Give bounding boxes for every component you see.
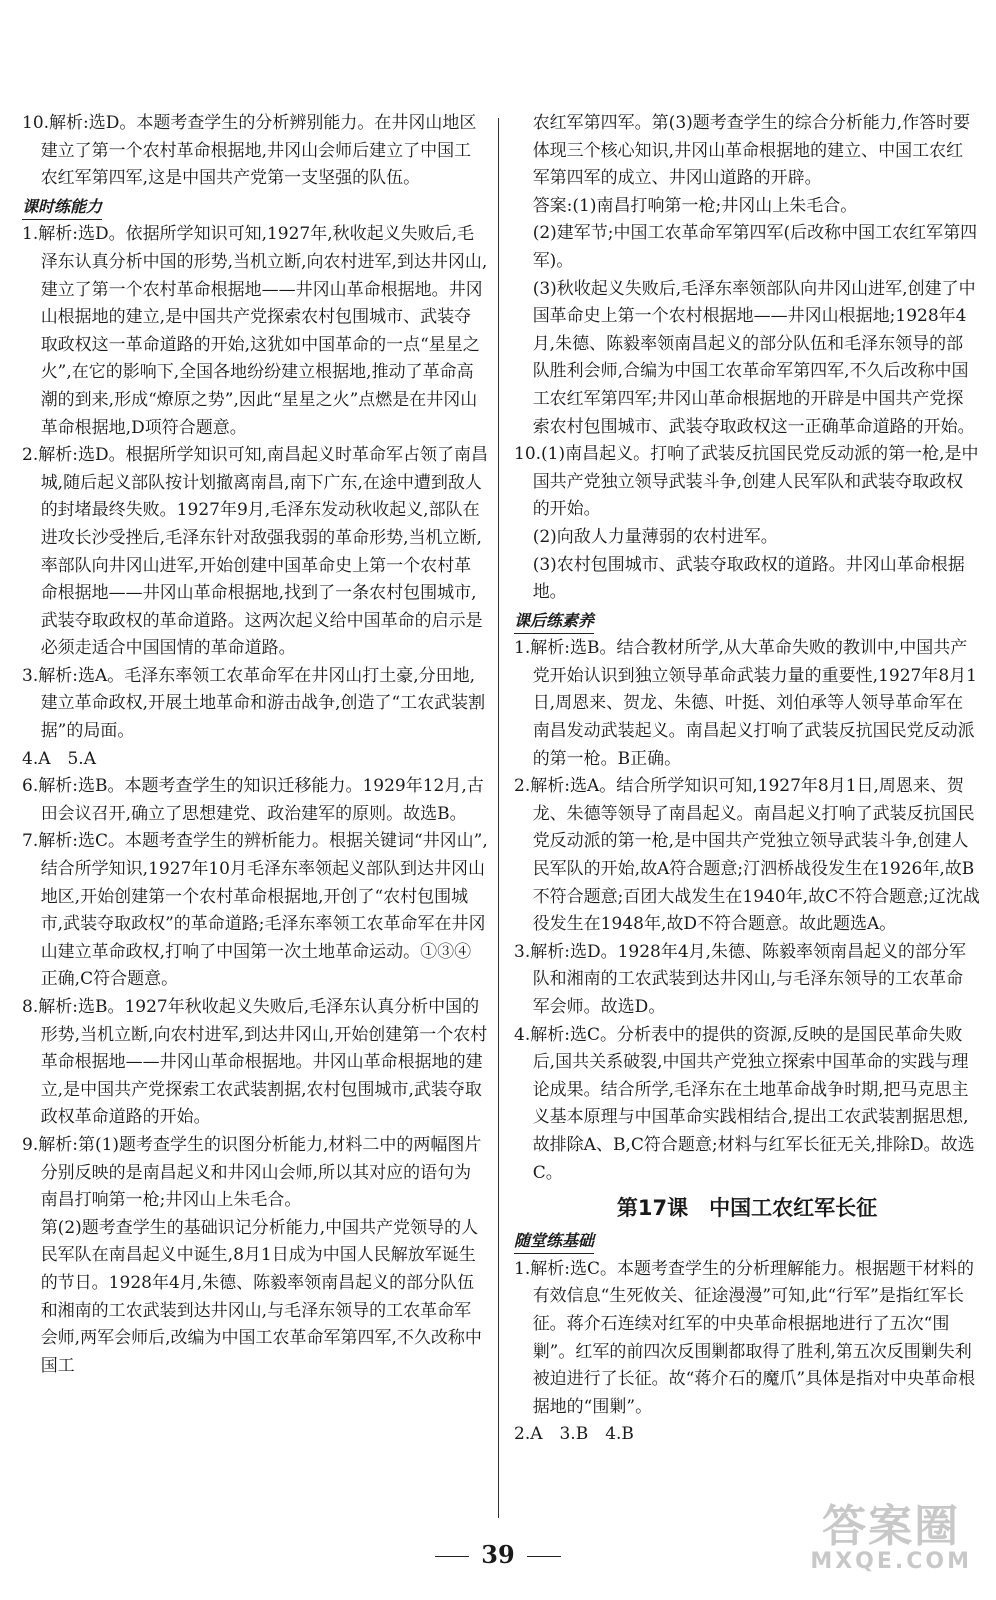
answer-item: 7.解析:选C。本题考查学生的辨析能力。根据关键词“井冈山”,结合所学知识,1927年10月毛泽东率领起义部队到达井冈山地区,开始创建第一个农村革命根据地,开创了“农村包围城市,武装夺取政权”的革命道路;毛泽东率领工农革命军在井冈山建立革命政权,打响了中国第一次土地革命运动。①③④正确,C符合题意。 <box>22 831 488 990</box>
answer-paragraph: (2)向敌人力量薄弱的农村进军。 <box>532 526 778 547</box>
answer-item: 2.A 3.B 4.B <box>514 1424 634 1445</box>
answer-item: 1.解析:选B。结合教材所学,从大革命失败的教训中,中国共产党开始认识到独立领导革命武装力量的重要性,1927年8月1日,周恩来、贺龙、朱德、叶挺、刘伯承等人领导革命军在南昌发动武装起义。南昌起义打响了武装反抗国民党反动派的第一枪。B正确。 <box>514 638 977 769</box>
answer-item: 4.解析:选C。分析表中的提供的资源,反映的是国民革命失败后,国共关系破裂,中国共产党独立探索中国革命的实践与理论成果。结合所学,毛泽东在土地革命战争时期,把马克思主义基本原理与中国革命实践相结合,提出工农武装割据思想,故排除A、B,C符合题意;材料与红军长征无关,排除D。故选C。 <box>514 1024 975 1183</box>
answer-paragraph: 第(2)题考查学生的基础识记分析能力,中国共产党领导的人民军队在南昌起义中诞生,8月1日成为中国人民解放军诞生的节日。1928年4月,朱德、陈毅率领南昌起义的部分队伍和湘南的工农武装到达井冈山,与毛泽东领导的工农革命军会师,两军会师后,改编为中国工农革命军第四军,不久改称中国工 <box>40 1217 482 1376</box>
watermark-bottom: MXQE.COM <box>810 1549 972 1574</box>
answer-item: 2.解析:选D。根据所学知识可知,南昌起义时革命军占领了南昌城,随后起义部队按计划撤离南昌,南下广东,在途中遭到敌人的封堵最终失败。1927年9月,毛泽东发动秋收起义,部队在进攻长沙受挫后,毛泽东针对敌强我弱的革命形势,当机立断,率部队向井冈山进军,开始创建中国革命史上第一个农村革命根据地——井冈山革命根据地,找到了一条农村包围城市,武装夺取政权的革命道路。这两次起义给中国革命的启示是必须走适合中国国情的革命道路。 <box>22 445 488 659</box>
answer-paragraph: (3)农村包围城市、武装夺取政权的道路。井冈山革命根据地。 <box>532 554 965 603</box>
page-number-dash-left <box>435 1556 469 1557</box>
answer-paragraph: (3)秋收起义失败后,毛泽东率领部队向井冈山进军,创建了中国革命史上第一个农村根据地——井冈山根据地;1928年4月,朱德、陈毅率领南昌起义的部分队伍和毛泽东领导的部队胜利会师,合编为中国工农革命军第四军,不久后改称中国工农红军第四军;井冈山革命根据地的开辟是中国共产党探索农村包围城市、武装夺取政权这一正确革命道路的开始。 <box>532 278 976 437</box>
answer-item: 1.解析:选C。本题考查学生的分析理解能力。根据题干材料的有效信息“生死攸关、征途漫漫”可知,此“行军”是指红军长征。蒋介石连续对红军的中央革命根据地进行了五次“围剿”。红军的前四次反围剿都取得了胜利,第五次反围剿失利被迫进行了长征。故“蒋介石的魔爪”具体是指对中央革命根据地的“围剿”。 <box>514 1258 976 1417</box>
answer-paragraph: 答案:(1)南昌打响第一枪;井冈山上朱毛合。 <box>532 195 858 216</box>
answer-item: 3.解析:选A。毛泽东率领工农革命军在井冈山打土豪,分田地,建立革命政权,开展土地革命和游击战争,创造了“工农武装割据”的局面。 <box>22 665 486 742</box>
section-heading: 随堂练基础 <box>514 1228 594 1254</box>
answer-paragraph: (2)建军节;中国工农革命军第四军(后改称中国工农红军第四军)。 <box>532 223 978 271</box>
answer-item: 9.解析:第(1)题考查学生的识图分析能力,材料二中的两幅图片分别反映的是南昌起义和井冈山会师,所以其对应的语句为南昌打响第一枪;井冈山上朱毛合。 <box>22 1134 482 1211</box>
column-divider <box>498 118 499 1518</box>
section-heading-wrap <box>514 607 980 636</box>
answer-item: 2.解析:选A。结合所学知识可知,1927年8月1日,周恩来、贺龙、朱德等领导了南昌起义。南昌起义打响了武装反抗国民党反动派的第一枪,是中国共产党独立领导武装斗争,创建人民军队的开始,故A符合题意;汀泗桥战役发生在1926年,故B不符合题意;百团大战发生在1940年,故C不符合题意;辽沈战役发生在1948年,故D不符合题意。故此题选A。 <box>514 776 980 935</box>
answer-item: 10.解析:选D。本题考查学生的分析辨别能力。在井冈山地区建立了第一个农村革命根据地,井冈山会师后建立了中国工农红军第四军,这是中国共产党第一支坚强的队伍。 <box>22 113 477 189</box>
answer-item: 3.解析:选D。1928年4月,朱德、陈毅率领南昌起义的部分军队和湘南的工农武装到达井冈山,与毛泽东领导的工农革命军会师。故选D。 <box>514 941 967 1017</box>
watermark-top: 答案圈 <box>822 1501 961 1552</box>
right-column <box>514 110 980 1449</box>
page-number-dash-right <box>527 1556 561 1557</box>
page-number-text: 39 <box>481 1540 515 1569</box>
left-column <box>22 110 488 1380</box>
section-heading-wrap <box>514 1227 980 1256</box>
answer-item: 8.解析:选B。1927年秋收起义失败后,毛泽东认真分析中国的形势,当机立断,向农村进军,到达井冈山,开始创建第一个农村革命根据地——井冈山革命根据地。井冈山革命根据地的建立,是中国共产党探索工农武装割据,农村包围城市,武装夺取政权革命道路的开始。 <box>22 997 488 1128</box>
answer-item: 4.A 5.A <box>22 748 96 769</box>
answer-paragraph: 农红军第四军。第(3)题考查学生的综合分析能力,作答时要体现三个核心知识,井冈山革命根据地的建立、中国工农红军第四军的成立、井冈山道路的开辟。 <box>532 113 971 189</box>
section-heading: 课时练能力 <box>22 194 102 220</box>
section-heading-wrap <box>22 193 488 222</box>
answer-item: 1.解析:选D。依据所学知识可知,1927年,秋收起义失败后,毛泽东认真分析中国的形势,当机立断,向农村进军,到达井冈山,建立了第一个农村革命根据地——井冈山革命根据地。井冈山根据地的建立,是中国共产党探索农村包围城市、武装夺取政权这一革命道路的开始,这犹如中国革命的一点“星星之火”,在它的影响下,全国各地纷纷建立根据地,推动了革命高潮的到来,形成“燎原之势”,因此“星星之火”点燃是在井冈山革命根据地,D项符合题意。 <box>22 224 488 438</box>
answer-item: 6.解析:选B。本题考查学生的知识迁移能力。1929年12月,古田会议召开,确立了思想建党、政治建军的原则。故选B。 <box>22 776 484 824</box>
lesson-title: 第17课 中国工农红军长征 <box>616 1196 878 1221</box>
section-heading: 课后练素养 <box>514 608 594 634</box>
answer-item: 10.(1)南昌起义。打响了武装反抗国民党反动派的第一枪,是中国共产党独立领导武装斗争,创建人民军队和武装夺取政权的开始。 <box>514 444 979 520</box>
watermark-logo <box>810 1501 972 1574</box>
